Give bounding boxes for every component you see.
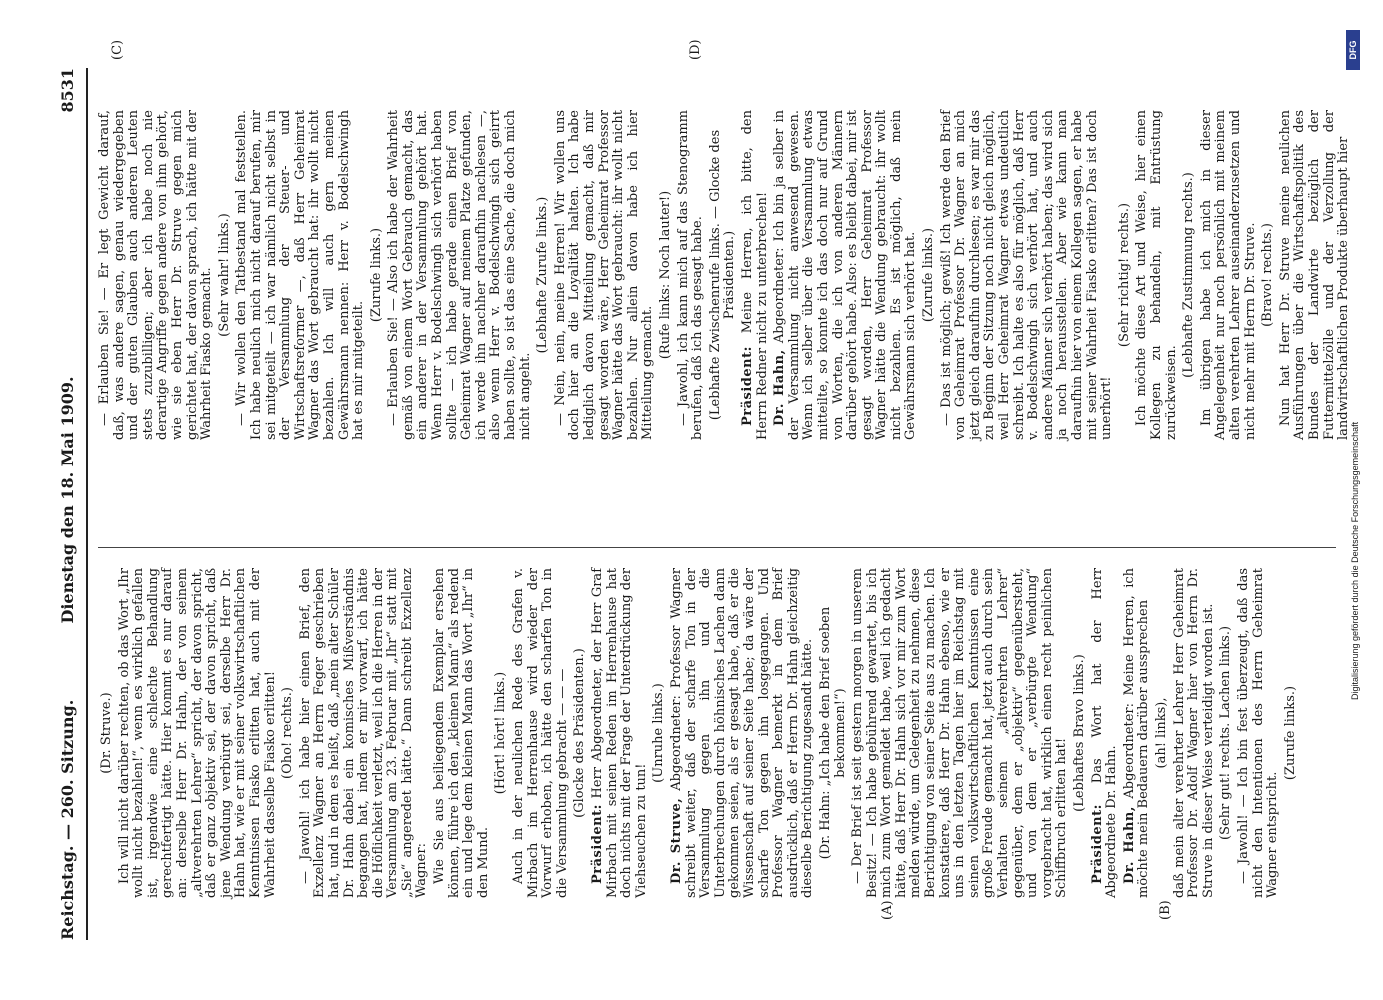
paragraph-text: — Nein, nein, meine Herren! Wir wollen uns doch hier an die Loyalität halten. Ich habe lediglich davon Mitteilung gemacht, daß mir gesagt worden wäre, Herr Geheimrat Professor Wagner hätte das Wort gebraucht: ihr wollt nicht bezahlen. Nur allein davon habe ich hier Mitteilung gemacht. [552,110,656,440]
margin-mark-c: (C) [110,39,125,60]
interjection [659,110,674,440]
margin-mark-b: (B) [1158,900,1173,920]
paragraph-text: Das Wort hat der Herr Abgeordnete Dr. Hahn. [1089,568,1120,898]
speaker-paragraph [773,110,919,440]
interjection [1182,110,1197,440]
paragraph-text: (Lebhaftes Bravo links.) [1072,654,1087,812]
speaker-name: Dr. Struve, [668,797,684,884]
paragraph-text: — Wir wollen den Tatbestand mal feststellen. Ich habe neulich mich nicht darauf berufen, mir sei mitgeteilt — ich war nämlich nicht selbst in der Versammlung der Steuer- und Wirtschaftsreformer —, daß Herr Geheimrat Wagner das Wort gebraucht hat: ihr wollt nicht bezahlen. Ich will auch gern meinen Gewährsmann nennen: Herr v. Bodelschwingh hat es mir mitgeteilt. [234,110,367,440]
paragraph [387,110,533,440]
paragraph [677,110,706,440]
paragraph-text: (ah! links), [1153,697,1169,769]
speaker-paragraph [741,110,770,440]
dfg-logo: DFG [1346,30,1360,70]
interjection [652,568,667,898]
paragraph [235,110,366,440]
paragraph-text: (Oho! rechts.) [280,687,296,779]
paragraph [851,568,1070,898]
paragraph [1279,110,1352,440]
speaker-name: Präsident: [590,804,605,884]
interjection [100,568,115,898]
paragraph [1200,110,1258,440]
paragraph-text: (Lebhafte Zustimmung rechts.) [1181,172,1197,378]
paragraph-text: (Unruhe links.) [651,683,667,783]
margin-mark-d: (D) [688,39,703,60]
paragraph-text: Abgeordneter: Meine Herren, ich möchte mein Bedauern darüber aussprechen [1121,568,1152,898]
interjection [1118,110,1133,440]
paragraph-text: — Erlauben Sie! — Er legt Gewicht darauf, daß, was andere sagen, genau wiedergegeben und der guten Glauben auch anderen Leuten stets zuzubilligen; aber ich habe noch nie derartige Angriffe gegen andere von ihm gehört, wie sie eben Herr Dr. Struve gegen mich gerichtet hat, der davon sprach, ich hätte mit der Wahrheit Fiasko gemacht. [97,110,215,440]
column-divider [98,547,1336,548]
interjection [1073,568,1088,898]
speaker-name: Präsident: [739,346,755,426]
paragraph-text: (Hört! hört! links.) [493,671,509,795]
paragraph [512,568,570,898]
speaker-name: Dr. Hahn, [1121,806,1137,884]
speaker-paragraph [591,568,649,898]
margin-mark-a: (A) [880,900,895,920]
interjection [709,110,738,440]
paragraph [433,568,491,898]
paragraph-text: (Zurufe links.) [368,227,384,323]
paragraph-text: (Bravo! rechts.) [1260,223,1276,327]
paragraph-text: Herr Abgeordneter, der Herr Graf Mirbach mit seinen Reden im Herrenhause hat doch nichts mit der Frage der Unterdrückung der Viehseuchen zu tun! [590,568,649,898]
header-center: Dienstag den 18. Mai 1909. [58,376,77,624]
paragraph-text: Meine Herren, ich bitte, den Herrn Redner nicht zu unterbrechen! [739,110,770,440]
paragraph-text: (Dr. Hahn: „Ich habe den Brief soeben bekommen!“) [817,606,848,860]
header-left: Reichstag. — 260. Sitzung. [58,699,77,940]
speaker-paragraph [1091,568,1120,898]
interjection [494,568,509,898]
paragraph-text: (Sehr richtig! rechts.) [1116,202,1132,348]
paragraph-text: (Lebhafte Zurufe links.) [535,196,551,354]
page-number: 8531 [58,68,77,113]
interjection [370,110,385,440]
paragraph-text: Ich will nicht darüber rechten, ob das Wort „Ihr wollt nicht bezahlen!“, wenn es wirklich gefallen ist, irgendwie eine schlechte Behandlung gerechtfertigt hätte. Hier kommt es nur darauf an: derselbe Herr Dr. Hahn, der von seinem „altverehrten Lehrer“ spricht, der davon spricht, daß er ganz objektiv sei, der davon spricht, daß jene Wendung verbürgt sei, derselbe Herr Dr. Hahn hat, wie er mit seiner volkswirtschaftlichen Kenntnissen Fiasko erlitten hat, auch mit der Wahrheit dasselbe Fiasko erlitten! [116,568,278,898]
paragraph [98,110,215,440]
paragraph-text: (Rufe links: Noch lauter!) [657,190,673,360]
paragraph-text: Ich möchte diese Art und Weise, hier einen Kollegen zu behandeln, mit Entrüstung zurückweisen. [1134,110,1179,440]
footer-credit: Digitalisierung gefördert durch die Deutsche Forschungsgemeinschaft [1350,421,1360,700]
paragraph [940,110,1115,440]
interjection [1219,568,1234,898]
paragraph-text: (Glocke des Präsidenten.) [572,648,588,818]
interjection [573,568,588,898]
paragraph-text: daß mein alter verehrter Lehrer Herr Geheimrat Professor Dr. Adolf Wagner hier von Herrn Dr. Struve in dieser Weise verteidigt worden ist. [1171,568,1216,898]
interjection [281,568,296,898]
interjection [1261,110,1276,440]
paragraph-text: Im übrigen habe ich mich in dieser Angelegenheit nur noch persönlich mit meinem alten verehrten Lehrer auseinanderzusetzen und nicht mehr mit Herrn Dr. Struve. [1198,110,1258,440]
interjection [536,110,551,440]
speaker-paragraph [670,568,816,898]
header-rule [86,68,88,940]
paragraph-text: — Jawohl! — Ich bin fest überzeugt, daß das nicht den Intentionen des Herrn Geheimrat Wagner entspricht. [1235,568,1281,898]
paragraph-text: — Das ist möglich; gewiß! Ich werde den Brief von Geheimrat Professor Dr. Wagner an mich jetzt gleich daraufhin durchlesen; es war mir das zu Beginn der Sitzung noch nicht gleich möglich, weil Herr Geheimrat Wagner etwas undeutlich schreibt. Ich halte es also für möglich, daß Herr v. Bodelschwingh sich verhört hat, und auch andere Männer sich verhört haben; das wird sich ja noch herausstellen. Aber wie kann man daraufhin hier von einem Kollegen sagen, er habe mit seiner Wahrheit Fiasko erlitten? Das ist doch unerhört! [938,110,1115,440]
speaker-paragraph [1123,568,1152,898]
right-column [97,109,1352,440]
left-column [98,568,1336,898]
interjection [819,568,848,898]
paragraph-text: (Zurufe links.) [1282,685,1298,781]
paragraph [1173,568,1217,898]
paragraph-text: (Sehr gut! rechts. Lachen links.) [1218,625,1234,841]
interjection [1284,568,1299,898]
paragraph-text: — Der Brief ist seit gestern morgen in unserem Besitz! — Ich habe gebührend gewartet, bis ich mich zum Wort gemeldet habe, weil ich gedacht hätte, daß Herr Dr. Hahn sich vor mir zum Wort melden würde, um Gelegenheit zu nehmen, diese Berichtigung von seiner Seite aus zu machen. Ich konstatiere, daß Herr Dr. Hahn ebenso, wie er uns in den letzten Tagen hier im Reichstag mit seinen volkswirtschaftlichen Kenntnissen eine große Freude gemacht hat, jetzt auch durch sein Verhalten seinem „altverehrten Lehrer“ gegenüber, dem er „objektiv“ gegenübersteht, und von dem er „verbürgte Wendung“ vorgebracht hat, wirklich einen recht peinlichen Schiffbruch erlitten hat! [850,568,1070,898]
paragraph [299,568,430,898]
paragraph [118,568,279,898]
paragraph-text: Abgeordneter: Ich bin ja selber in der Versammlung nicht anwesend gewesen. Wenn ich selber über die Versammlung etwas mitteilte, so konnte ich das doch nur auf Grund von Worten, die ich von anderen Männern darüber gehört habe. Also: es bleibt dabei, mir ist gesagt worden, Herr Geheimrat Professor Wagner hätte die Wendung gebraucht: ihr wollt nicht bezahlen. Es ist möglich, daß mein Gewährsmann sich verhört hat. [772,109,919,440]
paragraph [1135,110,1179,440]
paragraph-text: — Erlauben Sie! — Also ich habe der Wahrheit gemäß von einem Wort Gebrauch gemacht, das ein anderer in der Versammlung gehört hat. Wenn Herr v. Bodelschwingh sich verhört haben sollte — ich habe gerade einen Brief von Geheimrat Wagner auf meinem Platze gefunden, ich werde ihn nachher daraufhin nachlesen —, also wenn Herr v. Bodelschwingh sich geirrt haben sollte, so ist das eine Sache, die doch mich nicht angeht. [386,110,533,440]
paragraph-text: (Dr. Struve.) [99,692,114,774]
paragraph-text: (Lebhafte Zwischenrufe links. — Glocke des Präsidenten.) [707,129,738,421]
paragraph-text: Auch in der neulichen Rede des Grafen v. Mirbach im Herrenhause wird wieder der Vorwurf erhoben, ich hätte den scharfen Ton in die Versammlung gebracht — — — [511,568,570,898]
speaker-name: Dr. Hahn, [772,349,788,426]
interjection [218,110,233,440]
paragraph [1237,568,1281,898]
speaker-name: Präsident: [1089,804,1105,884]
paragraph-text: — Jawohl, ich kann mich auf das Stenogramm berufen, daß ich das gesagt habe. [675,110,706,440]
paragraph-text: Abgeordneter: Professor Wagner schreibt weiter, daß der scharfe Ton in der Versammlung gegen ihn und die Unterbrechungen durch höhnisches Lachen dann gekommen seien, als er gesagt habe, daß er die Wissenschaft auf seiner Seite habe; da wäre der scharfe Ton gegen ihn losgegangen. Und Professor Wagner bemerkt in dem Brief ausdrücklich, daß er Herrn Dr. Hahn gleichzeitig dieselbe Berichtigung zugesandt hätte. [668,568,816,898]
paragraph-text: Wie Sie aus beiliegendem Exemplar ersehen können, führe ich den „kleinen Mann“ als redend ein und lege dem kleinen Mann das Wort „Ihr“ in den Mund. [432,568,491,898]
paragraph-text: (Zurufe links.) [921,227,937,323]
paragraph-text: — Jawohl! ich habe hier einen Brief, den Exzellenz Wagner an Herrn Feger geschrieben hat, und in dem es heißt, daß „mein alter Schüler Dr. Hahn dabei ein komisches Mißverständnis begangen hat, indem er mir vorwarf, ich hätte die Höflichkeit verletzt, weil ich die Herren in der Versammlung am 23. Februar mit „Ihr“ statt mit „Sie“ angeredet hätte.“ Dann schreibt Exzellenz Wagner: [297,568,430,898]
paragraph [554,110,656,440]
paragraph-text: (Sehr wahr! links.) [216,213,232,337]
interjection [1155,568,1170,898]
interjection [922,110,937,440]
paragraph-text: Nun hat Herr Dr. Struve meine neulichen Ausführungen über die Wirtschaftspolitik des Bundes der Landwirte bezüglich der Futtermittelzölle und der Verzollung der landwirtschaftlichen Produkte überhaupt hier [1277,110,1352,440]
